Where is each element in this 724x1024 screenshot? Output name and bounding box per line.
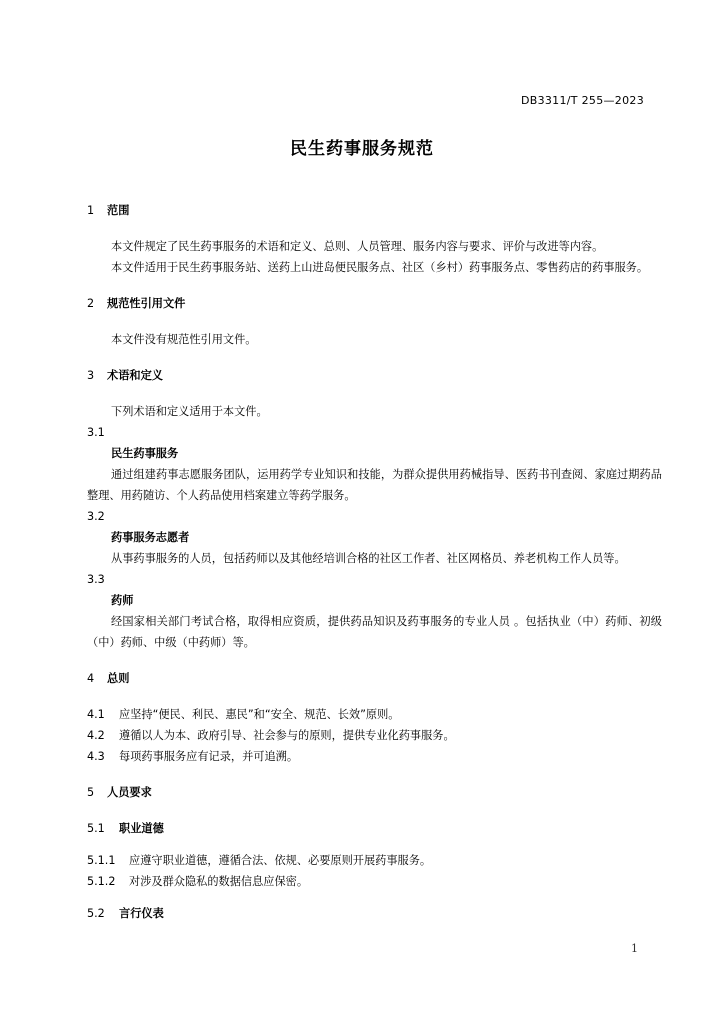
document-title: 民生药事服务规范 — [290, 139, 434, 159]
clause — [87, 704, 662, 725]
clause-text: 应坚持“便民、利民、惠民”和“安全、规范、长效”原则。 — [119, 708, 400, 721]
section-heading-3 — [87, 365, 662, 386]
section-heading-1 — [87, 200, 662, 221]
clause-number: 4.2 — [87, 729, 105, 742]
term-number: 3.3 — [87, 573, 105, 586]
term-number: 3.1 — [87, 426, 105, 439]
section-number: 1 — [87, 204, 95, 217]
clause-text: 遵循以人为本、政府引导、社会参与的原则，提供专业化药事服务。 — [119, 729, 455, 742]
section-title: 总则 — [107, 672, 130, 685]
section-number: 4 — [87, 672, 95, 685]
section-heading-4 — [87, 668, 662, 689]
term-definition: 从事药事服务的人员，包括药师以及其他经培训合格的社区工作者、社区网格员、养老机构工作人员等。 — [111, 552, 626, 565]
section-number: 5 — [87, 786, 95, 799]
section-title: 范围 — [107, 204, 130, 217]
page-number: 1 — [631, 942, 638, 955]
section-number: 3 — [87, 369, 95, 382]
clause-number: 5.1.2 — [87, 875, 116, 888]
section-title: 术语和定义 — [107, 369, 163, 382]
term-name: 药师 — [111, 594, 134, 607]
section-title: 规范性引用文件 — [107, 297, 186, 310]
term-definition: 经国家相关部门考试合格，取得相应资质，提供药品知识及药事服务的专业人员 。包括执业（中）药师、初级（中）药师、中级（中药师）等。 — [87, 615, 662, 649]
subsection-number: 5.1 — [87, 822, 105, 835]
subsection-title: 职业道德 — [119, 822, 164, 835]
section-heading-5 — [87, 782, 662, 803]
subsection-number: 5.2 — [87, 907, 105, 920]
clause — [87, 746, 662, 767]
subsection-title: 言行仪表 — [119, 907, 164, 920]
term-definition: 通过组建药事志愿服务团队，运用药学专业知识和技能，为群众提供用药械指导、医药书刊查阅、家庭过期药品整理、用药随访、个人药品使用档案建立等药学服务。 — [87, 468, 662, 502]
paragraph: 本文件适用于民生药事服务站、送药上山进岛便民服务点、社区（乡村）药事服务点、零售药店的药事服务。 — [111, 261, 649, 274]
section-number: 2 — [87, 297, 95, 310]
term-name: 药事服务志愿者 — [111, 531, 190, 544]
subsection-heading-5-1 — [87, 818, 662, 839]
paragraph: 本文件没有规范性引用文件。 — [111, 333, 257, 346]
clause-text: 每项药事服务应有记录，并可追溯。 — [119, 750, 299, 763]
section-heading-2 — [87, 293, 662, 314]
clause — [87, 850, 662, 871]
clause-text: 对涉及群众隐私的数据信息应保密。 — [129, 875, 309, 888]
clause — [87, 871, 662, 892]
clause-number: 4.1 — [87, 708, 105, 721]
document-body — [87, 200, 662, 924]
document-number: DB3311/T 255—2023 — [520, 94, 644, 107]
paragraph: 下列术语和定义适用于本文件。 — [111, 405, 268, 418]
paragraph: 本文件规定了民生药事服务的术语和定义、总则、人员管理、服务内容与要求、评价与改进等内容。 — [111, 240, 604, 253]
clause-number: 4.3 — [87, 750, 105, 763]
subsection-heading-5-2 — [87, 903, 662, 924]
section-title: 人员要求 — [107, 786, 152, 799]
clause-number: 5.1.1 — [87, 854, 116, 867]
term-number: 3.2 — [87, 510, 105, 523]
clause-text: 应遵守职业道德，遵循合法、依规、必要原则开展药事服务。 — [129, 854, 432, 867]
term-name: 民生药事服务 — [111, 447, 179, 460]
clause — [87, 725, 662, 746]
